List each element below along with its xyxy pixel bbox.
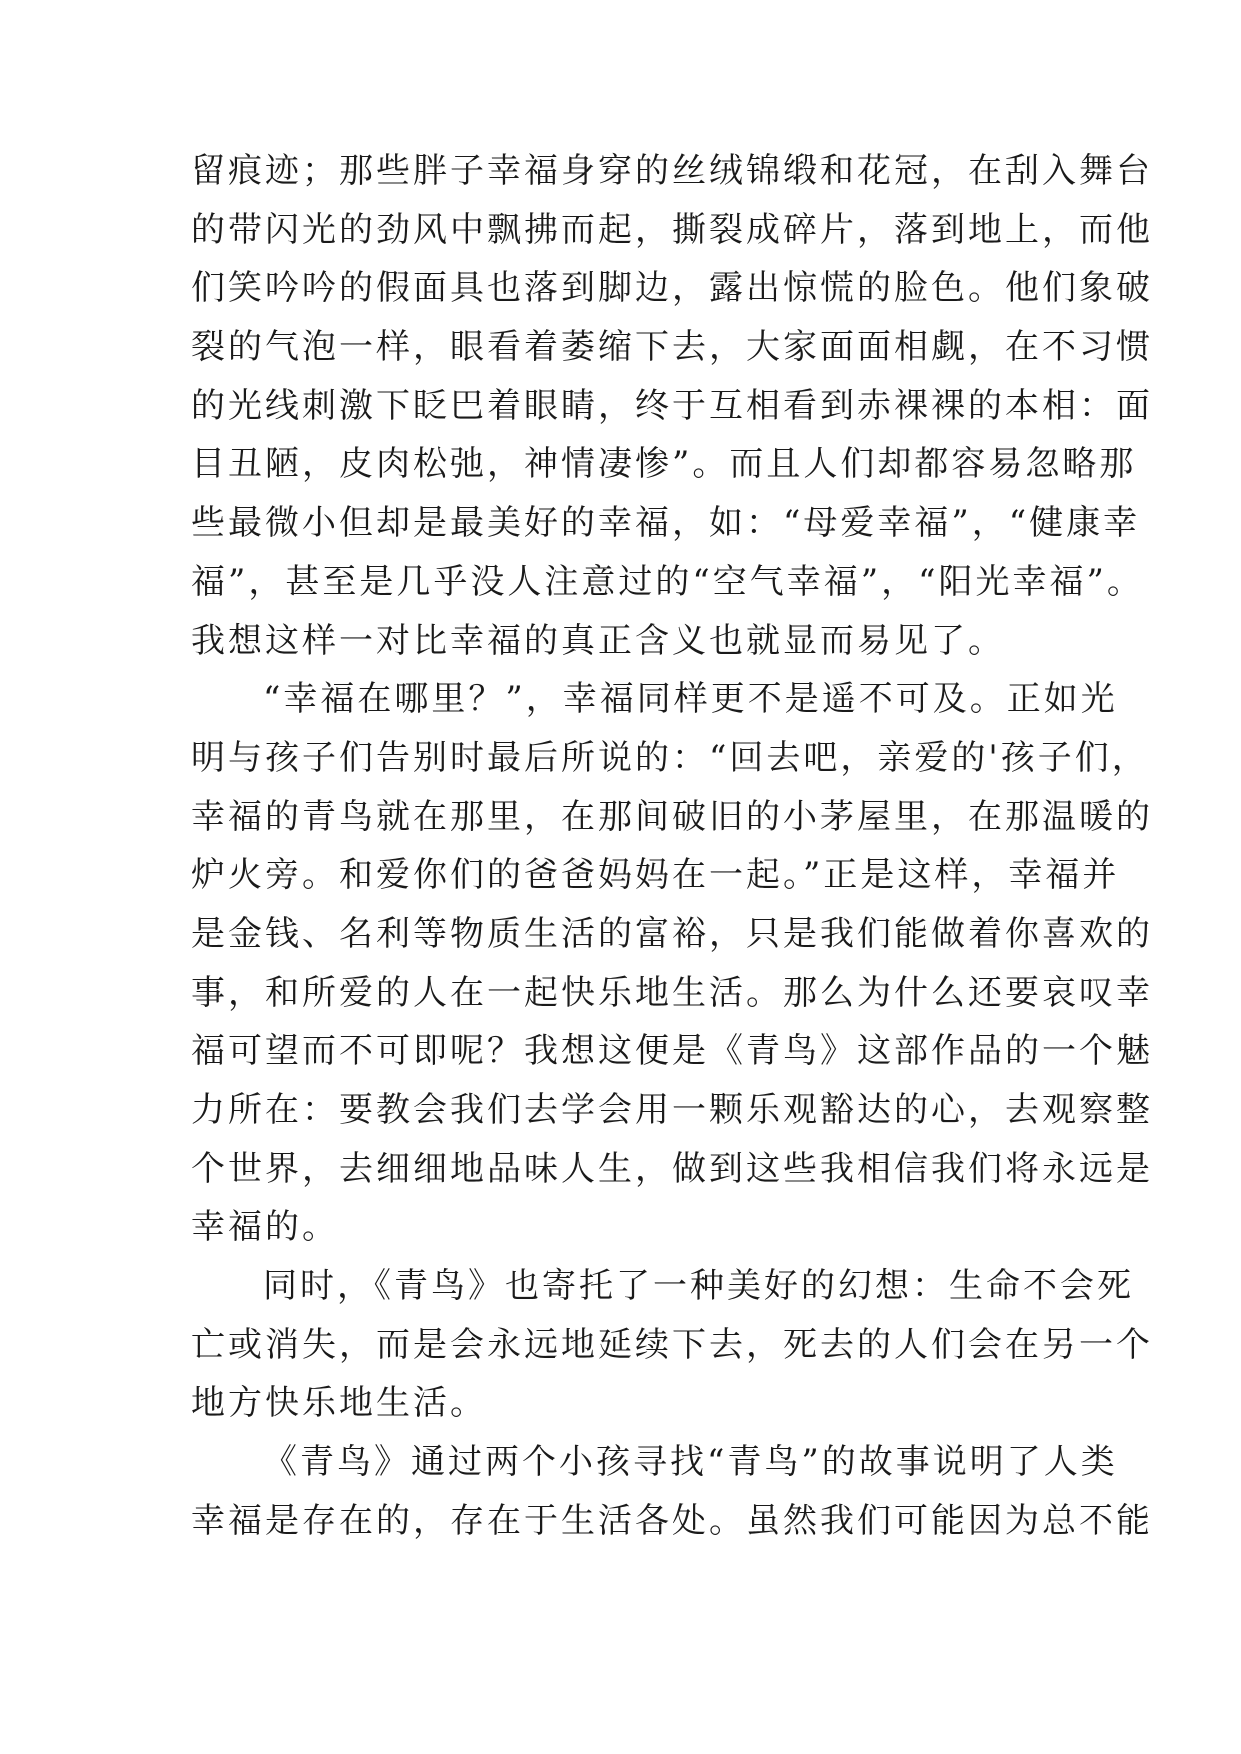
text-line: 目丑陋，皮肉松弛，神情凄惨”。而且人们却都容易忽略那	[191, 444, 1137, 485]
text-line: 事，和所爱的人在一起快乐地生活。那么为什么还要哀叹幸	[191, 972, 1153, 1013]
text-line: 幸福的。	[191, 1207, 339, 1248]
paragraph-start-line: 同时，《青鸟》也寄托了一种美好的幻想：生命不会死	[263, 1266, 1134, 1307]
paragraph-start-line: “幸福在哪里？”，幸福同样更不是遥不可及。正如光	[263, 679, 1118, 720]
text-line: 明与孩子们告别时最后所说的：“回去吧，亲爱的'孩子们，	[191, 737, 1149, 778]
text-line: 们笑吟吟的假面具也落到脚边，露出惊慌的脸色。他们象破	[191, 268, 1153, 309]
text-line: 的光线刺激下眨巴着眼睛，终于互相看到赤裸裸的本相：面	[191, 385, 1153, 426]
text-line: 力所在：要教会我们去学会用一颗乐观豁达的心，去观察整	[191, 1090, 1153, 1130]
text-line: 炉火旁。和爱你们的爸爸妈妈在一起。”正是这样，幸福并	[191, 855, 1120, 896]
text-line: 留痕迹；那些胖子幸福身穿的丝绒锦缎和花冠，在刮入舞台	[191, 151, 1153, 191]
paragraph-start-line: 《青鸟》通过两个小孩寻找“青鸟”的故事说明了人类	[263, 1442, 1118, 1483]
text-line: 裂的气泡一样，眼看着萎缩下去，大家面面相觑，在不习惯	[191, 327, 1153, 368]
text-line: 福”，甚至是几乎没人注意过的“空气幸福”，“阳光幸福”。	[191, 561, 1144, 602]
text-line: 地方快乐地生活。	[191, 1383, 487, 1424]
text-line: 幸福是存在的，存在于生活各处。虽然我们可能因为总不能	[191, 1500, 1153, 1541]
text-line: 幸福的青鸟就在那里，在那间破旧的小茅屋里，在那温暖的	[191, 796, 1153, 837]
text-line: 亡或消失，而是会永远地延续下去，死去的人们会在另一个	[191, 1324, 1153, 1365]
text-line: 些最微小但却是最美好的幸福，如：“母爱幸福”，“健康幸	[191, 503, 1141, 544]
text-line: 是金钱、名利等物质生活的富裕，只是我们能做着你喜欢的	[191, 913, 1153, 954]
text-line: 的带闪光的劲风中飘拂而起，撕裂成碎片，落到地上，而他	[191, 209, 1153, 250]
text-line: 个世界，去细细地品味人生，做到这些我相信我们将永远是	[191, 1148, 1153, 1189]
document-body	[191, 142, 1153, 1551]
text-line: 福可望而不可即呢？我想这便是《青鸟》这部作品的一个魅	[191, 1031, 1153, 1072]
text-line: 我想这样一对比幸福的真正含义也就显而易见了。	[191, 620, 1005, 661]
